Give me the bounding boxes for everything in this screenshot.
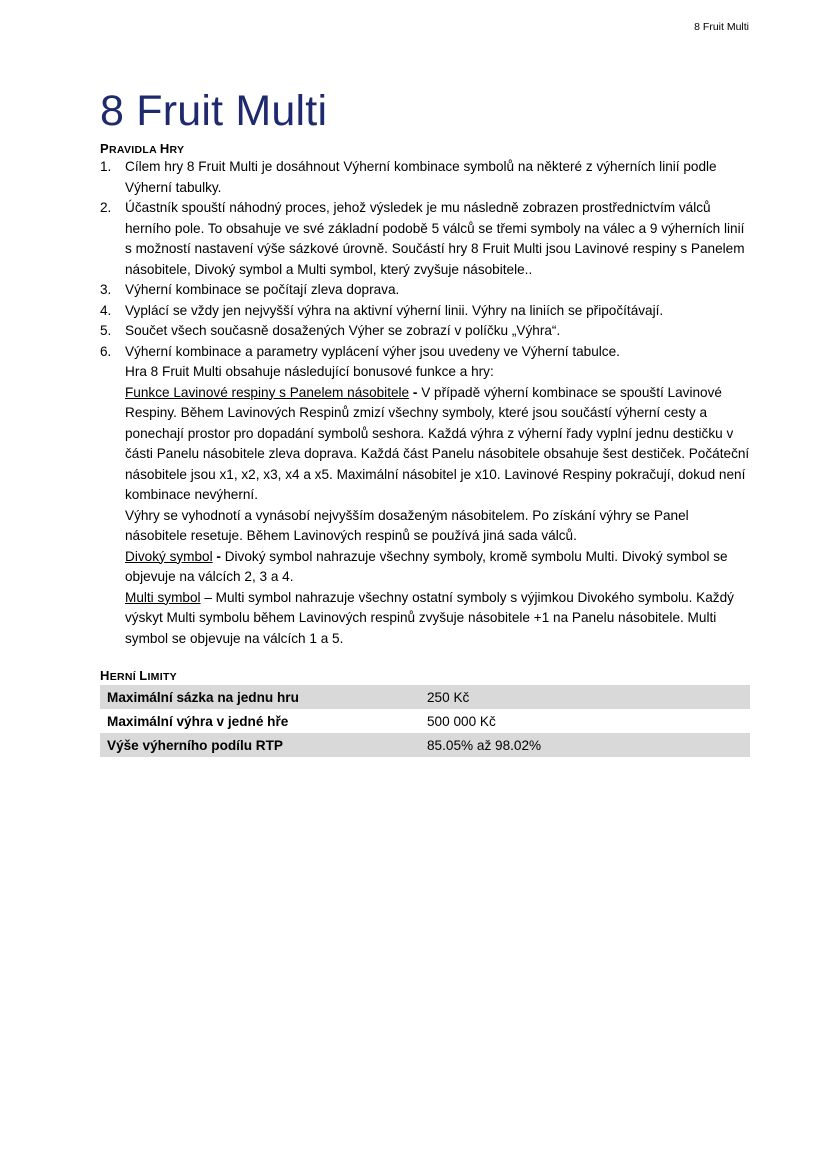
rule-number: 2. (100, 200, 112, 215)
rule-item (100, 301, 750, 322)
rule-number: 1. (100, 159, 112, 174)
limit-value: 500 000 Kč (427, 713, 496, 729)
wild-feature (125, 547, 750, 588)
table-row (100, 685, 750, 709)
rule-item (100, 321, 750, 342)
rule-text: Cílem hry 8 Fruit Multi je dosáhnout Výherní kombinace symbolů na některé z výherních linií podle Výherní tabulky. (125, 159, 717, 195)
rules-list (100, 157, 750, 649)
rule-text: Výherní kombinace se počítají zleva doprava. (125, 282, 400, 297)
document-page (100, 82, 750, 757)
limits-heading (100, 669, 750, 684)
running-header: 8 Fruit Multi (694, 21, 749, 33)
rules-heading-cap-2: H (159, 141, 170, 156)
rule-number: 4. (100, 302, 112, 318)
avalanche-text: V případě výherní kombinace se spouští Lavinové Respiny. Během Lavinových Respinů zmizí všechny symboly, které jsou součástí výherní cesty a ponechají prostor pro dopadání symbolů seshora. Každá výhra z výherní řady vyplní jednu destičku v části Panelu násobitele zleva doprava. Každá část Panelu násobitele obsahuje šest destiček. Počáteční násobitele jsou x1, x2, x3, x4 a x5. Maximální násobitel je x10. Lavinové Respiny pokračují, dokud není kombinace nevýherní. (125, 384, 750, 502)
limits-heading-rest-2: IMITY (147, 671, 177, 683)
multi-title: Multi symbol (125, 589, 201, 605)
wild-text: Divoký symbol nahrazuje všechny symboly, kromě symbolu Multi. Divoký symbol se objevuje na válcích 2, 3 a 4. (125, 548, 728, 584)
rule-item (100, 157, 750, 198)
multi-sep: – (200, 589, 216, 605)
limits-table (100, 685, 750, 757)
rule-text: Vyplácí se vždy jen nejvyšší výhra na aktivní výherní linii. Výhry na liniích se připočítávají. (125, 302, 664, 318)
limit-label: Maximální sázka na jednu hru (100, 685, 420, 709)
avalanche-text-2: Výhry se vyhodnotí a vynásobí nejvyšším dosaženým násobitelem. Po získání výhry se Panel násobitele resetuje. Během Lavinových respinů se používá jiná sada válců. (125, 507, 689, 543)
rule-item (100, 198, 750, 280)
multi-feature (125, 588, 750, 650)
table-row (100, 709, 750, 733)
rule-intro: Výherní kombinace a parametry vyplácení výher jsou uvedeny ve Výherní tabulce. (125, 343, 620, 359)
rule-number: 6. (100, 343, 112, 359)
rule-text: Účastník spouští náhodný proces, jehož výsledek je mu následně zobrazen prostřednictvím válců herního pole. To obsahuje ve své základní podobě 5 válců se třemi symboly na válec a 9 výherních linií s možností nastavení výše sázkové úrovně. Součástí hry 8 Fruit Multi jsou Lavinové respiny s Panelem násobitele, Divoký symbol a Multi symbol, který zvyšuje násobitele.. (125, 200, 745, 277)
rule-text: Součet všech současně dosažených Výher se zobrazí v políčku „Výhra“. (125, 323, 561, 338)
table-row (100, 733, 750, 757)
bonus-intro: Hra 8 Fruit Multi obsahuje následující bonusové funkce a hry: (125, 364, 494, 379)
limit-value: 250 Kč (420, 685, 750, 709)
limits-heading-cap-2: L (139, 668, 148, 683)
page-title: 8 Fruit Multi (100, 87, 328, 135)
rule-number: 5. (100, 323, 112, 338)
rules-heading-cap-1: P (100, 141, 109, 156)
limit-label: Výše výherního podílu RTP (100, 733, 420, 757)
rules-heading-rest-1: RAVIDLA (108, 144, 160, 156)
rule-item (100, 342, 750, 650)
rules-heading-rest-2: RY (169, 144, 185, 156)
wild-title: Divoký symbol (125, 548, 213, 564)
avalanche-feature (125, 383, 750, 506)
avalanche-sep: - (409, 384, 422, 400)
limits-heading-rest-1: ERNÍ (109, 671, 140, 683)
rules-heading (100, 142, 750, 157)
avalanche-title: Funkce Lavinové respiny s Panelem násobitele (125, 384, 410, 400)
limits-heading-cap-1: H (100, 668, 110, 683)
wild-sep: - (212, 548, 225, 564)
rule-number: 3. (100, 282, 112, 297)
multi-text: Multi symbol nahrazuje všechny ostatní symboly s výjimkou Divokého symbolu. Každý výskyt Multi symbolu během Lavinových respinů zvyšuje násobitele +1 na Panelu násobitele. Multi symbol se objevuje na válcích 1 a 5. (125, 589, 734, 646)
limit-label: Maximální výhra v jedné hře (107, 713, 289, 729)
rule-item (100, 280, 750, 301)
limit-value: 85.05% až 98.02% (420, 733, 750, 757)
